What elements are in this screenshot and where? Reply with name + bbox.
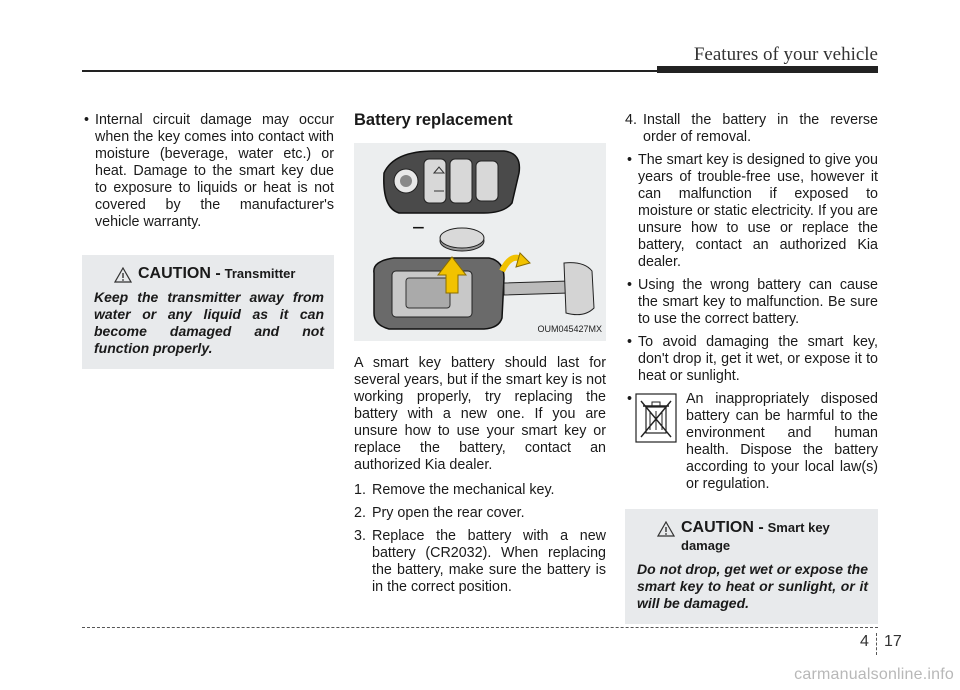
header-rule	[82, 70, 878, 72]
caution-header	[637, 519, 868, 555]
page-number: 17	[884, 633, 902, 650]
warning-triangle-icon	[114, 267, 132, 283]
caution-text: Do not drop, get wet or expose the smart key to heat or sunlight, or it will be damaged.	[637, 561, 868, 611]
battery-paragraph: A smart key battery should last for several years, but if the smart key is not working properly, try replacing the battery with a new one. If you are unsure how to use your smart key or replace the battery, contact an authorized Kia dealer.	[354, 355, 606, 473]
step-3: 3. Replace the battery with a new battery (CR2032). When replacing the battery, make sure the battery is in the correct position.	[354, 528, 606, 595]
bullet-trouble-free: • The smart key is designed to give you years of trouble-free use, however it can malfunction if exposed to moisture or static electricity. If you are unsure how to use or replace the battery, contact an authorized Kia dealer.	[625, 152, 878, 271]
section-title: Battery replacement	[354, 111, 513, 129]
step-2: 2. Pry open the rear cover.	[354, 505, 525, 521]
caution-box-smart-key	[625, 509, 878, 624]
bullet-circuit-damage: • Internal circuit damage may occur when the key comes into contact with moisture (beverage, water etc.) or heat. Damage to the smart key due to exposure to liquids or heat is not covered by the manufacturer's vehicle warranty.	[82, 112, 334, 231]
footer-rule	[82, 627, 878, 628]
warning-triangle-icon	[657, 521, 675, 537]
figure-smart-key-battery	[354, 143, 606, 341]
footer-separator	[876, 633, 877, 655]
caution-header	[94, 265, 324, 283]
bullet-disposal	[625, 391, 878, 493]
caution-title: CAUTION -	[138, 265, 221, 282]
figure-caption: OUM045427MX	[537, 324, 602, 334]
caution-title: CAUTION -	[681, 519, 764, 536]
caution-subtitle: Smart key damage	[681, 520, 830, 553]
column-left	[82, 112, 334, 369]
step-1: 1. Remove the mechanical key.	[354, 482, 555, 498]
page-header-title: Features of your vehicle	[693, 44, 878, 65]
caution-text: Keep the transmitter away from water or any liquid as it can become damaged and not function properly.	[94, 289, 324, 356]
caution-box-transmitter	[82, 255, 334, 369]
caution-subtitle: Transmitter	[224, 266, 296, 281]
column-middle	[354, 112, 606, 602]
crossed-bin-icon	[635, 393, 677, 443]
bullet-wrong-battery: • Using the wrong battery can cause the smart key to malfunction. Be sure to use the correct battery.	[625, 277, 878, 328]
column-right	[625, 112, 878, 624]
disposal-text: • An inappropriately disposed battery can be harmful to the environment and human health. Dispose the battery according to your local law(s) or regulation.	[686, 391, 878, 492]
smart-key-illustration	[354, 143, 606, 341]
bullet-avoid-damage: • To avoid damaging the smart key, don't drop it, get it wet, or expose it to heat or sunlight.	[625, 334, 878, 385]
watermark: carmanualsonline.info	[794, 666, 954, 683]
chapter-number: 4	[860, 633, 869, 650]
minus-sign-label: −	[412, 215, 425, 240]
step-4: 4. Install the battery in the reverse order of removal.	[625, 112, 878, 145]
